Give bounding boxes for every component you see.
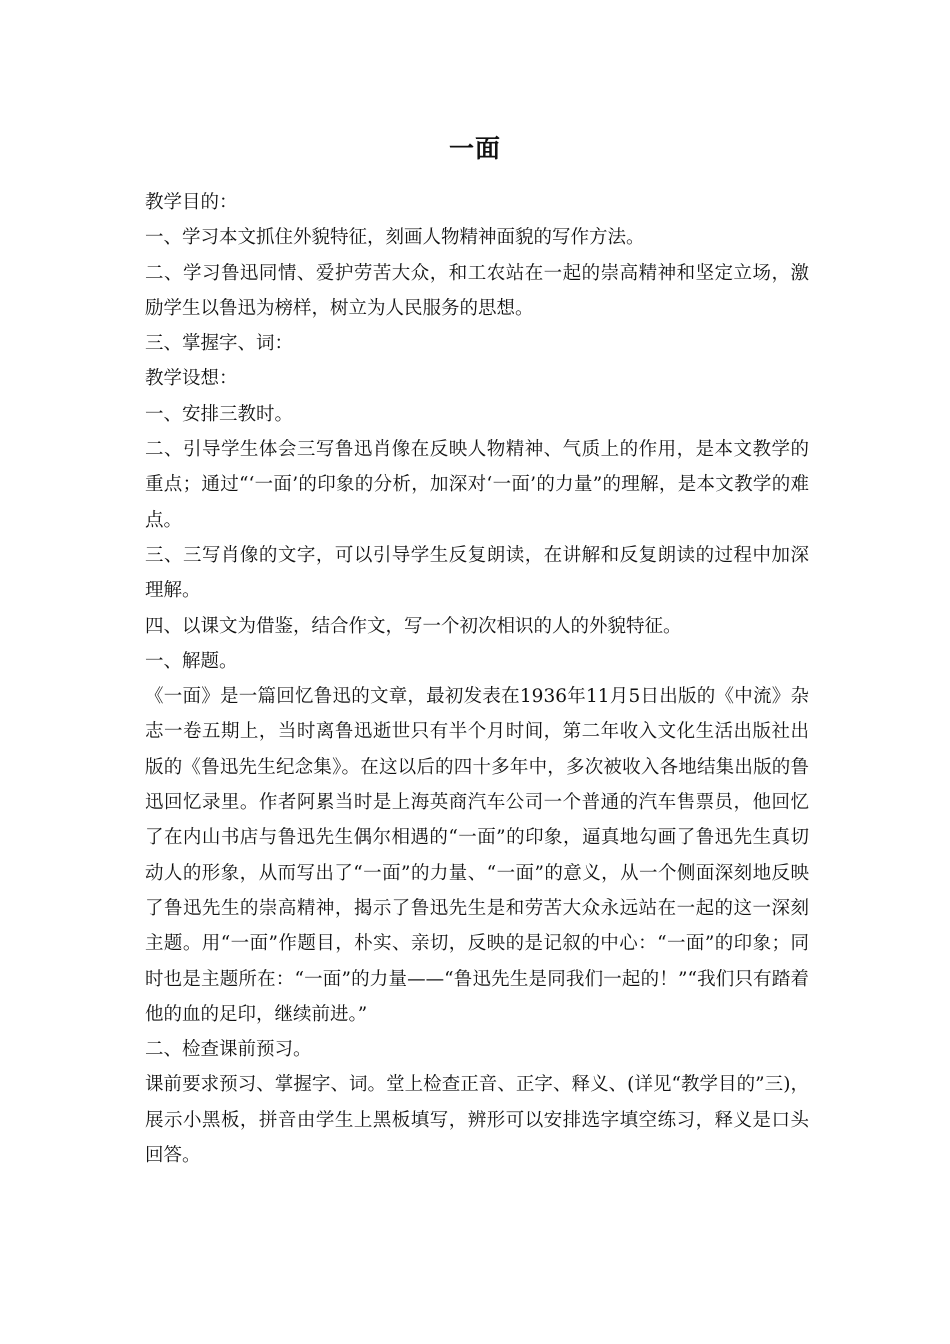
body-paragraph: 《一面》是一篇回忆鲁迅的文章，最初发表在1936年11月5日出版的《中流》杂志一卷五期上，当时离鲁迅逝世只有半个月时间，第二年收入文化生活出版社出版的《鲁迅先生纪念集》。在这以后的四十多年中，多次被收入各地结集出版的鲁迅回忆录里。作者阿累当时是上海英商汽车公司一个普通的汽车售票员，他回忆了在内山书店与鲁迅先生偶尔相遇的“一面”的印象，逼真地勾画了鲁迅先生真切动人的形象，从而写出了“一面”的力量、“一面”的意义，从一个侧面深刻地反映了鲁迅先生的崇高精神，揭示了鲁迅先生是和劳苦大众永远站在一起的这一深刻主题。用“一面”作题目，朴实、亲切，反映的是记叙的中心：“一面”的印象；同时也是主题所在：“一面”的力量——“鲁迅先生是同我们一起的！”“我们只有踏着他的血的足印，继续前进。” <box>145 686 809 1025</box>
goal-item: 三、掌握字、词： <box>145 333 294 355</box>
goal-item: 二、学习鲁迅同情、爱护劳苦大众，和工农站在一起的崇高精神和坚定立场，激励学生以鲁迅为榜样，树立为人民服务的思想。 <box>145 262 809 319</box>
document-body <box>145 185 809 1173</box>
plan-item: 四、以课文为借鉴，结合作文，写一个初次相识的人的外貌特征。 <box>145 615 682 637</box>
section-heading-teaching-plan: 教学设想： <box>145 368 238 390</box>
section-heading-preview-check: 二、检查课前预习。 <box>145 1039 312 1061</box>
section-heading-teaching-goals: 教学目的： <box>145 192 238 213</box>
plan-item: 三、三写肖像的文字，可以引导学生反复朗读，在讲解和反复朗读的过程中加深理解。 <box>145 544 809 602</box>
plan-item: 二、引导学生体会三写鲁迅肖像在反映人物精神、气质上的作用，是本文教学的重点；通过“‘一面’的印象的分析，加深对‘一面’的力量”的理解，是本文教学的难点。 <box>145 439 809 531</box>
goal-item: 一、学习本文抓住外貌特征，刻画人物精神面貌的写作方法。 <box>145 227 645 249</box>
body-paragraph: 课前要求预习、掌握字、词。堂上检查正音、正字、释义、(详见“教学目的”三)，展示小黑板，拼音由学生上黑板填写，辨形可以安排选字填空练习，释义是口头回答。 <box>145 1074 809 1167</box>
document-title: 一面 <box>448 134 501 163</box>
plan-item: 一、安排三教时。 <box>145 403 294 425</box>
section-heading-title-analysis: 一、解题。 <box>145 650 238 672</box>
